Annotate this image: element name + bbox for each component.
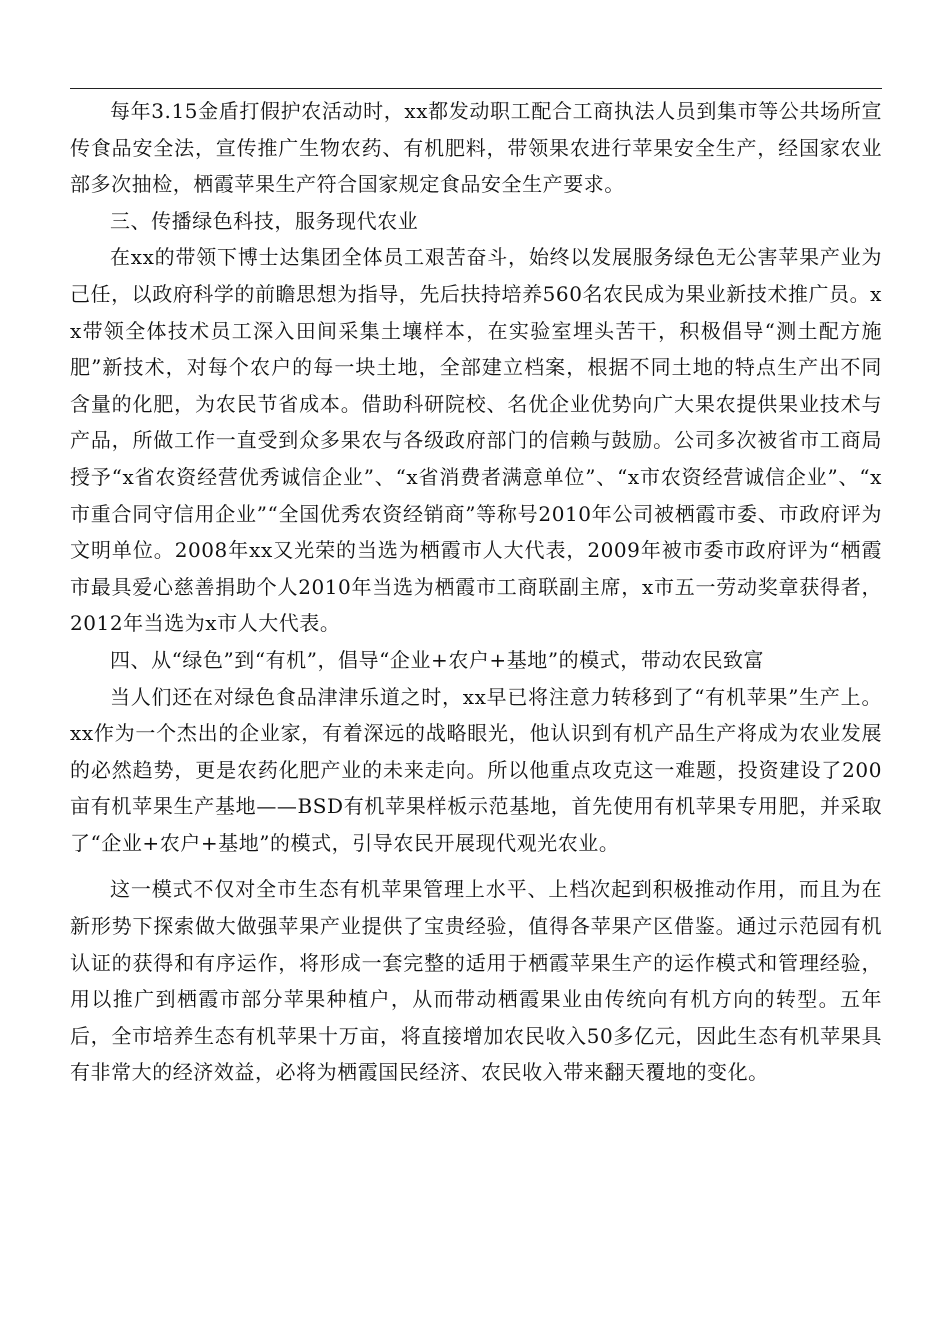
section-heading-organic: 四、从“绿色”到“有机”，倡导“企业+农户+基地”的模式，带动农民致富 (110, 647, 765, 672)
paragraph-green-tech: 在xx的带领下博士达集团全体员工艰苦奋斗，始终以发展服务绿色无公害苹果产业为己任，以政府科学的前瞻思想为指导，先后扶持培养560名农民成为果业新技术推广员。xx带领全体技术员工深入田间采集土壤样本，在实验室埋头苦干，积极倡导“测土配方施肥”新技术，对每个农户的每一块土地，全部建立档案，根据不同土地的特点生产出不同含量的化肥，为农民节省成本。借助科研院校、名优企业优势向广大果农提供果业技术与产品，所做工作一直受到众多果农与各级政府部门的信赖与鼓励。公司多次被省市工商局授予“x省农资经营优秀诚信企业”、“x省消费者满意单位”、“x市农资经营诚信企业”、“x市重合同守信用企业”“全国优秀农资经销商”等称号2010年公司被栖霞市委、市政府评为文明单位。2008年xx又光荣的当选为栖霞市人大代表，2009年被市委市政府评为“栖霞市最具爱心慈善捐助个人2010年当选为栖霞市工商联副主席，x市五一劳动奖章获得者，2012年当选为x市人大代表。 (70, 245, 883, 636)
paragraph-organic-apples: 当人们还在对绿色食品津津乐道之时，xx早已将注意力转移到了“有机苹果”生产上。xx作为一个杰出的企业家，有着深远的战略眼光，他认识到有机产品生产将成为农业发展的必然趋势，更是农药化肥产业的未来走向。所以他重点攻克这一难题，投资建设了200亩有机苹果生产基地——BSD有机苹果样板示范基地，首先使用有机苹果专用肥，并采取了“企业+农户+基地”的模式，引导农民开展现代观光农业。 (70, 684, 882, 855)
paragraph-model-benefits: 这一模式不仅对全市生态有机苹果管理上水平、上档次起到积极推动作用，而且为在新形势下探索做大做强苹果产业提供了宝贵经验，值得各苹果产区借鉴。通过示范园有机认证的获得和有序运作，将形成一套完整的适用于栖霞苹果生产的运作模式和管理经验，用以推广到栖霞市部分苹果种植户，从而带动栖霞果业由传统向有机方向的转型。五年后，全市培养生态有机苹果十万亩，将直接增加农民收入50多亿元，因此生态有机苹果具有非常大的经济效益，必将为栖霞国民经济、农民收入带来翻天覆地的变化。 (70, 877, 882, 1085)
paragraph-food-safety: 每年3.15金盾打假护农活动时，xx都发动职工配合工商执法人员到集市等公共场所宣传食品安全法，宣传推广生物农药、有机肥料，带领果农进行苹果安全生产，经国家农业部多次抽检，栖霞苹果生产符合国家规定食品安全生产要求。 (70, 99, 882, 197)
document-body (70, 93, 882, 1091)
section-heading-green-tech: 三、传播绿色科技，服务现代农业 (110, 208, 419, 233)
header-rule (70, 88, 882, 89)
